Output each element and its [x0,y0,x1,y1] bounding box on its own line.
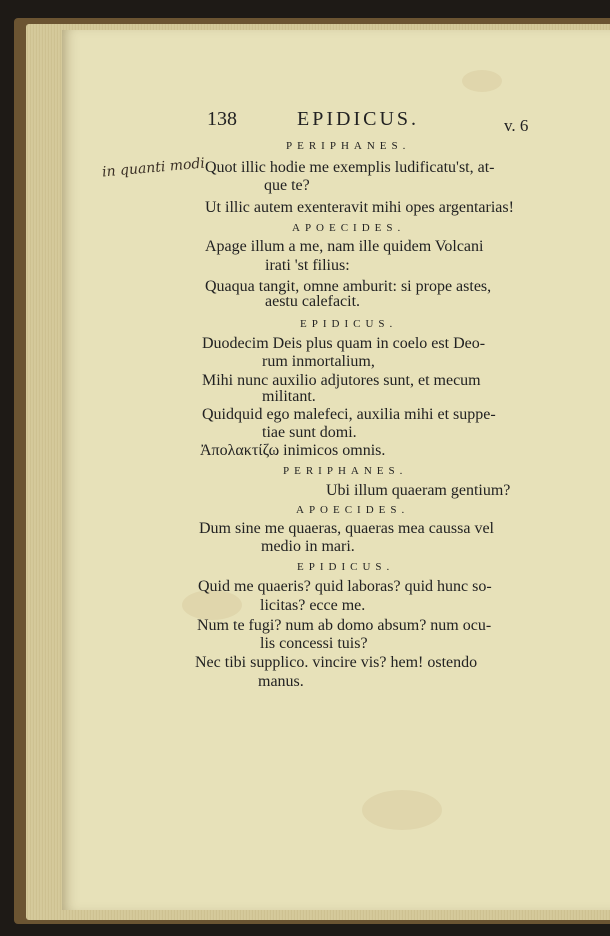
speaker-name: EPIDICUS. [300,318,398,330]
speaker-name: APOECIDES. [292,222,406,234]
verse-continuation: lis concessi tuis? [260,635,368,652]
foxing-spot [362,790,442,830]
verse-continuation: que te? [264,177,310,194]
running-title: EPIDICUS. [297,108,420,130]
speaker-name: EPIDICUS. [297,561,395,573]
verse-line: Quaqua tangit, omne amburit: si prope astes, [205,278,492,295]
verse-line: Quid me quaeris? quid laboras? quid hunc so- [198,578,492,595]
verse-line: Ubi illum quaeram gentium? [326,482,511,499]
verse-line: Quidquid ego malefeci, auxilia mihi et suppe- [202,406,496,423]
verse-continuation: licitas? ecce me. [260,597,366,614]
verse-continuation: aestu calefacit. [265,293,361,310]
speaker-name: PERIPHANES. [286,140,411,152]
verse-continuation: rum inmortalium, [262,353,375,370]
verse-continuation: medio in mari. [261,538,355,555]
verse-line: Mihi nunc auxilio adjutores sunt, et mecum [202,372,481,389]
verse-line: Ut illic autem exenteravit mihi opes argentarias! [205,199,514,216]
verse-reference: v. 6 [504,116,529,135]
page-number: 138 [207,108,237,130]
verse-line: Num te fugi? num ab domo absum? num ocu- [197,617,492,634]
verse-line: Ἀπολακτίζω inimicos omnis. [200,442,386,459]
speaker-name: PERIPHANES. [283,465,408,477]
verse-line: Dum sine me quaeras, quaeras mea caussa vel [199,520,494,537]
handwritten-margin-note: in quanti modi [101,155,206,181]
verse-continuation: irati 'st filius: [265,257,350,274]
speaker-name: APOECIDES. [296,504,410,516]
verse-line: Apage illum a me, nam ille quidem Volcani [205,238,484,255]
verse-line: Quot illic hodie me exemplis ludificatu'st, at- [205,159,495,176]
verse-line: Duodecim Deis plus quam in coelo est Deo- [202,335,486,352]
verse-continuation: tiae sunt domi. [262,424,357,441]
foxing-spot [462,70,502,92]
verse-line: Nec tibi supplico. vincire vis? hem! ostendo [195,654,478,671]
verse-continuation: manus. [258,673,304,690]
verse-continuation: militant. [262,388,316,405]
